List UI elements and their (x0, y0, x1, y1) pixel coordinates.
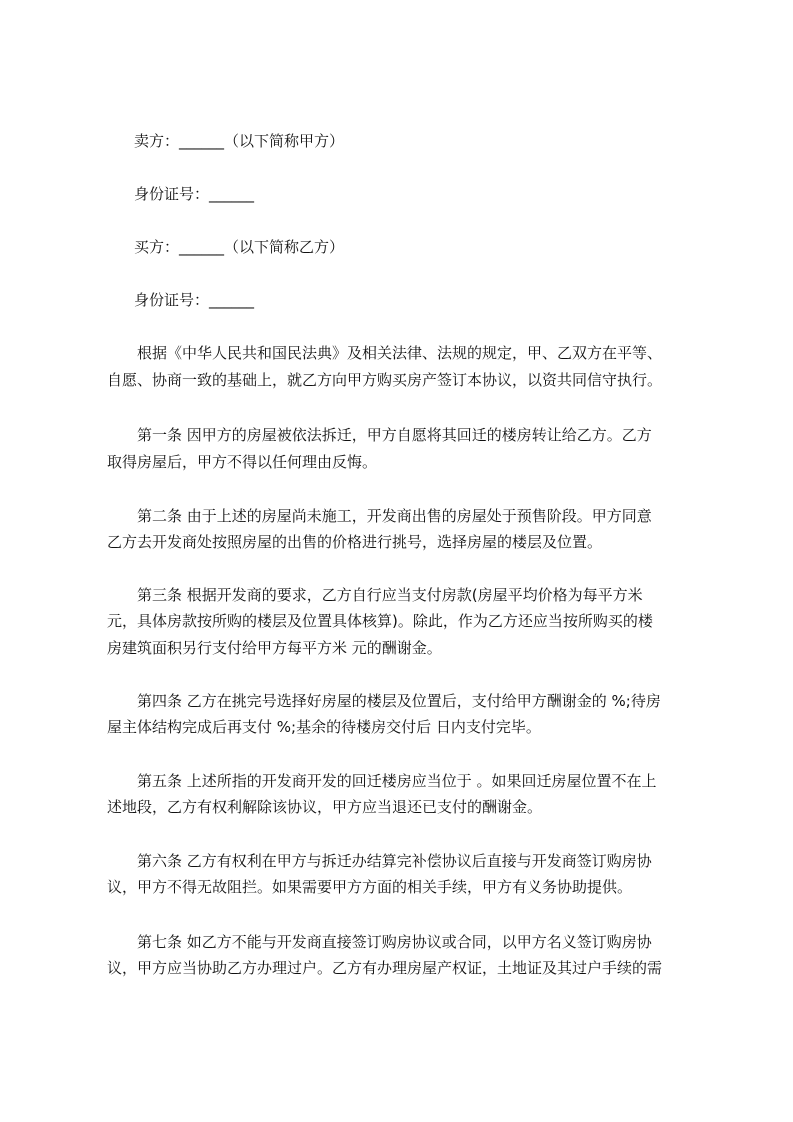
article-7-line-2: 议，甲方应当协助乙方办理过户。乙方有办理房屋产权证，土地证及其过户手续的需 (107, 959, 663, 977)
article-2-line-2: 乙方去开发商处按照房屋的出售的价格进行挑号，选择房屋的楼层及位置。 (107, 533, 603, 551)
preamble-line-1: 根据《中华人民共和国民法典》及相关法律、法规的规定，甲、乙双方在平等、 (137, 344, 663, 362)
article-1-line-2: 取得房屋后，甲方不得以任何理由反悔。 (107, 453, 378, 471)
article-4-line-2: 屋主体结构完成后再支付 %;基余的待楼房交付后 日内支付完毕。 (107, 718, 541, 736)
article-7-line-1: 第七条 如乙方不能与开发商直接签订购房协议或合同，以甲方名义签订购房协 (137, 933, 652, 951)
article-1-line-1: 第一条 因甲方的房屋被依法拆迁，甲方自愿将其回迁的楼房转让给乙方。乙方 (137, 426, 652, 444)
article-6-line-1: 第六条 乙方有权利在甲方与拆迁办结算完补偿协议后直接与开发商签订购房协 (137, 852, 652, 870)
article-5-line-2: 述地段，乙方有权利解除该协议，甲方应当退还已支付的酬谢金。 (107, 798, 543, 816)
preamble-line-2: 自愿、协商一致的基础上，就乙方向甲方购买房产签订本协议，以资共同信守执行。 (107, 371, 663, 389)
article-3-line-2: 元，具体房款按所购的楼层及位置具体核算)。除此，作为乙方还应当按所购买的楼 (107, 612, 653, 630)
article-2-line-1: 第二条 由于上述的房屋尚未施工，开发商出售的房屋处于预售阶段。甲方同意 (137, 507, 652, 525)
article-6-line-2: 议，甲方不得无故阻拦。如果需要甲方方面的相关手续，甲方有义务协助提供。 (107, 878, 633, 896)
article-5-line-1: 第五条 上述所指的开发商开发的回迁楼房应当位于 。如果回迁房屋位置不在上 (137, 772, 657, 790)
article-3-line-3: 房建筑面积另行支付给甲方每平方米 元的酬谢金。 (107, 639, 442, 657)
buyer-id-line: 身份证号：______ (134, 291, 255, 309)
article-4-line-1: 第四条 乙方在挑完号选择好房屋的楼层及位置后，支付给甲方酬谢金的 %;待房 (137, 692, 661, 710)
seller-line: 卖方：______（以下简称甲方） (134, 132, 345, 150)
buyer-line: 买方：______（以下简称乙方） (134, 238, 345, 256)
seller-id-line: 身份证号：______ (134, 185, 255, 203)
article-3-line-1: 第三条 根据开发商的要求，乙方自行应当支付房款(房屋平均价格为每平方米 (137, 586, 643, 604)
